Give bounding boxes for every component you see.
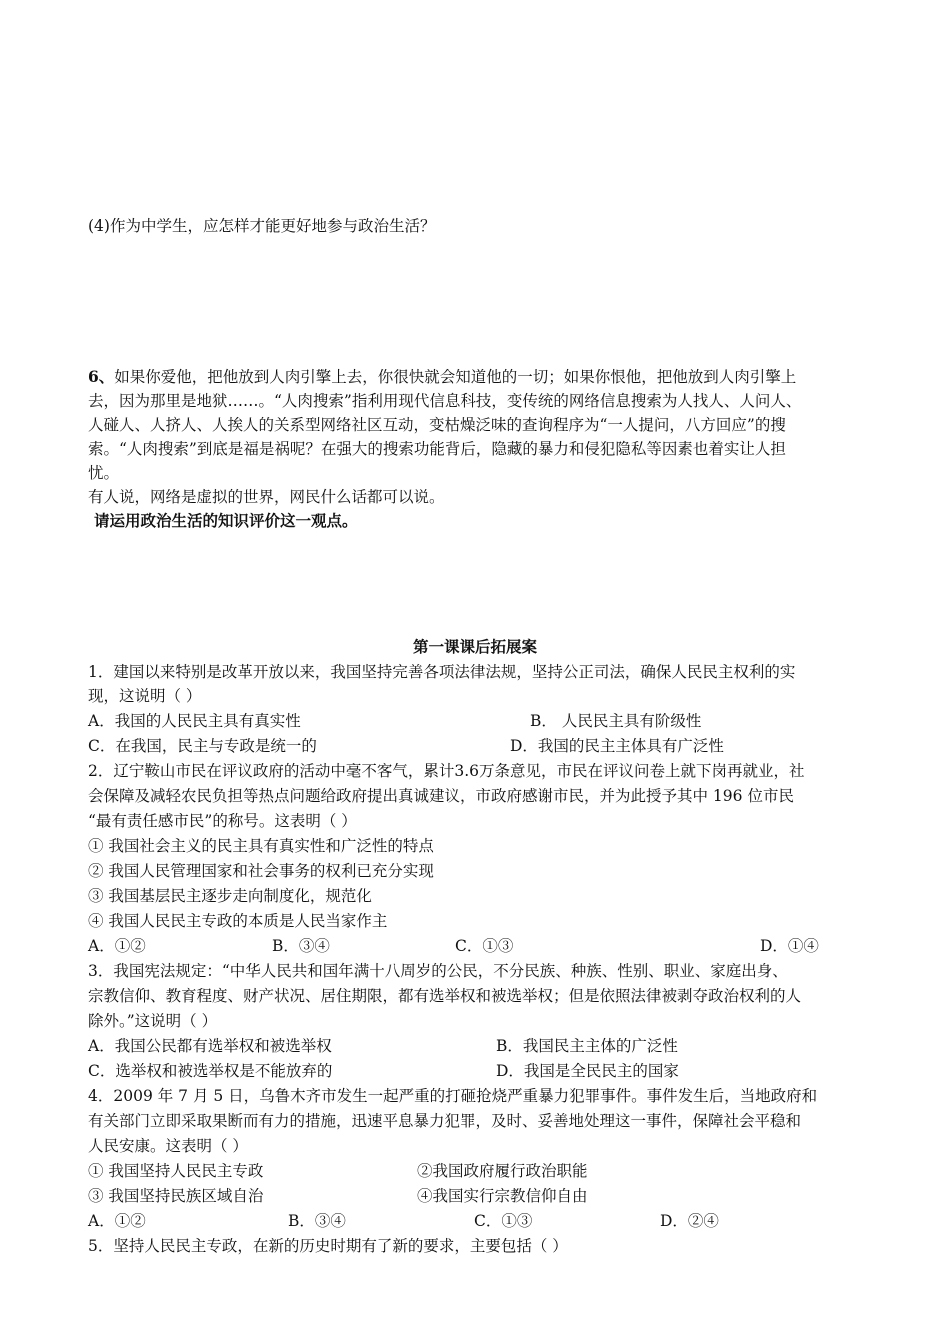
q2-option-d: D．①④: [760, 937, 819, 955]
q2-stem-2: 会保障及减轻农民负担等热点问题给政府提出真诚建议，市政府感谢市民，并为此授予其中 196 位市民: [88, 787, 794, 805]
q6-line-4: 索。“人肉搜索”到底是福是祸呢？在强大的搜索功能背后，隐藏的暴力和侵犯隐私等因素也着实让人担: [88, 440, 786, 458]
q2-option-a: A．①②: [88, 937, 146, 955]
q4-statement-4: ④我国实行宗教信仰自由: [417, 1187, 588, 1205]
q4-statement-2: ②我国政府履行政治职能: [417, 1162, 588, 1180]
q3-option-b: B．我国民主主体的广泛性: [496, 1037, 678, 1055]
q4-statement-3: ③ 我国坚持民族区域自治: [88, 1187, 264, 1205]
q4-option-c: C．①③: [474, 1212, 533, 1230]
q3-stem-3: 除外。”这说明（ ）: [88, 1012, 218, 1030]
q6-line-1: 6、如果你爱他，把他放到人肉引擎上去，你很快就会知道他的一切；如果你恨他，把他放到人肉引擎上: [88, 367, 797, 386]
q6-instruction: 请运用政治生活的知识评价这一观点。: [94, 511, 358, 530]
q6-line-5: 忧。: [88, 464, 120, 482]
q6-number: 6、: [88, 367, 115, 386]
q6-line-6: 有人说，网络是虚拟的世界，网民什么话都可以说。: [88, 488, 445, 506]
q6-line-2: 去，因为那里是地狱……。“人肉搜索”指利用现代信息科技，变传统的网络信息搜索为人找人、人问人、: [88, 392, 802, 410]
q4-option-d: D．②④: [660, 1212, 719, 1230]
q1-option-a: A．我国的人民民主具有真实性: [88, 712, 301, 730]
q3-option-a: A．我国公民都有选举权和被选举权: [88, 1037, 332, 1055]
q4-statement-1: ① 我国坚持人民民主专政: [88, 1162, 264, 1180]
q2-option-c: C．①③: [455, 937, 514, 955]
q6-line-3: 人碰人、人挤人、人挨人的关系型网络社区互动，变枯燥泛味的查询程序为“一人提问，八方回应”的搜: [88, 416, 786, 434]
q3-stem-2: 宗教信仰、教育程度、财产状况、居住期限，都有选举权和被选举权；但是依照法律被剥夺政治权利的人: [88, 987, 802, 1005]
q1-option-b: B． 人民民主具有阶级性: [530, 712, 702, 730]
q3-stem-1: 3．我国宪法规定：“中华人民共和国年满十八周岁的公民，不分民族、种族、性别、职业、家庭出身、: [88, 962, 788, 980]
q3-option-d: D．我国是全民民主的国家: [496, 1062, 679, 1080]
q1-stem-2: 现，这说明（ ）: [88, 687, 202, 705]
q2-option-b: B．③④: [272, 937, 330, 955]
q4-prompt: (4)作为中学生，应怎样才能更好地参与政治生活？: [88, 217, 436, 235]
q4-option-a: A．①②: [88, 1212, 146, 1230]
q2-statement-1: ① 我国社会主义的民主具有真实性和广泛性的特点: [88, 837, 434, 855]
q5-stem-1: 5．坚持人民民主专政，在新的历史时期有了新的要求，主要包括（ ）: [88, 1237, 568, 1255]
section-title: 第一课课后拓展案: [412, 637, 537, 656]
q1-stem-1: 1．建国以来特别是改革开放以来，我国坚持完善各项法律法规，坚持公正司法，确保人民民主权利的实: [88, 663, 796, 681]
q1-option-c: C．在我国，民主与专政是统一的: [88, 737, 317, 755]
q4-stem-1: 4．2009 年 7 月 5 日，乌鲁木齐市发生一起严重的打砸抢烧严重暴力犯罪事件。事件发生后，当地政府和: [88, 1087, 818, 1105]
q2-stem-1: 2．辽宁鞍山市民在评议政府的活动中毫不客气，累计3.6万条意见，市民在评议问卷上就下岗再就业，社: [88, 762, 805, 780]
q2-statement-4: ④ 我国人民民主专政的本质是人民当家作主: [88, 912, 388, 930]
q2-stem-3: “最有责任感市民”的称号。这表明（ ）: [88, 812, 357, 830]
q4-stem-3: 人民安康。这表明（ ）: [88, 1137, 248, 1155]
q2-statement-3: ③ 我国基层民主逐步走向制度化，规范化: [88, 887, 372, 905]
q1-option-d: D．我国的民主主体具有广泛性: [510, 737, 724, 755]
q4-option-b: B．③④: [288, 1212, 346, 1230]
q3-option-c: C．选举权和被选举权是不能放弃的: [88, 1062, 333, 1080]
q4-stem-2: 有关部门立即采取果断而有力的措施，迅速平息暴力犯罪，及时、妥善地处理这一事件，保障社会平稳和: [88, 1112, 802, 1130]
q2-statement-2: ② 我国人民管理国家和社会事务的权利已充分实现: [88, 862, 434, 880]
